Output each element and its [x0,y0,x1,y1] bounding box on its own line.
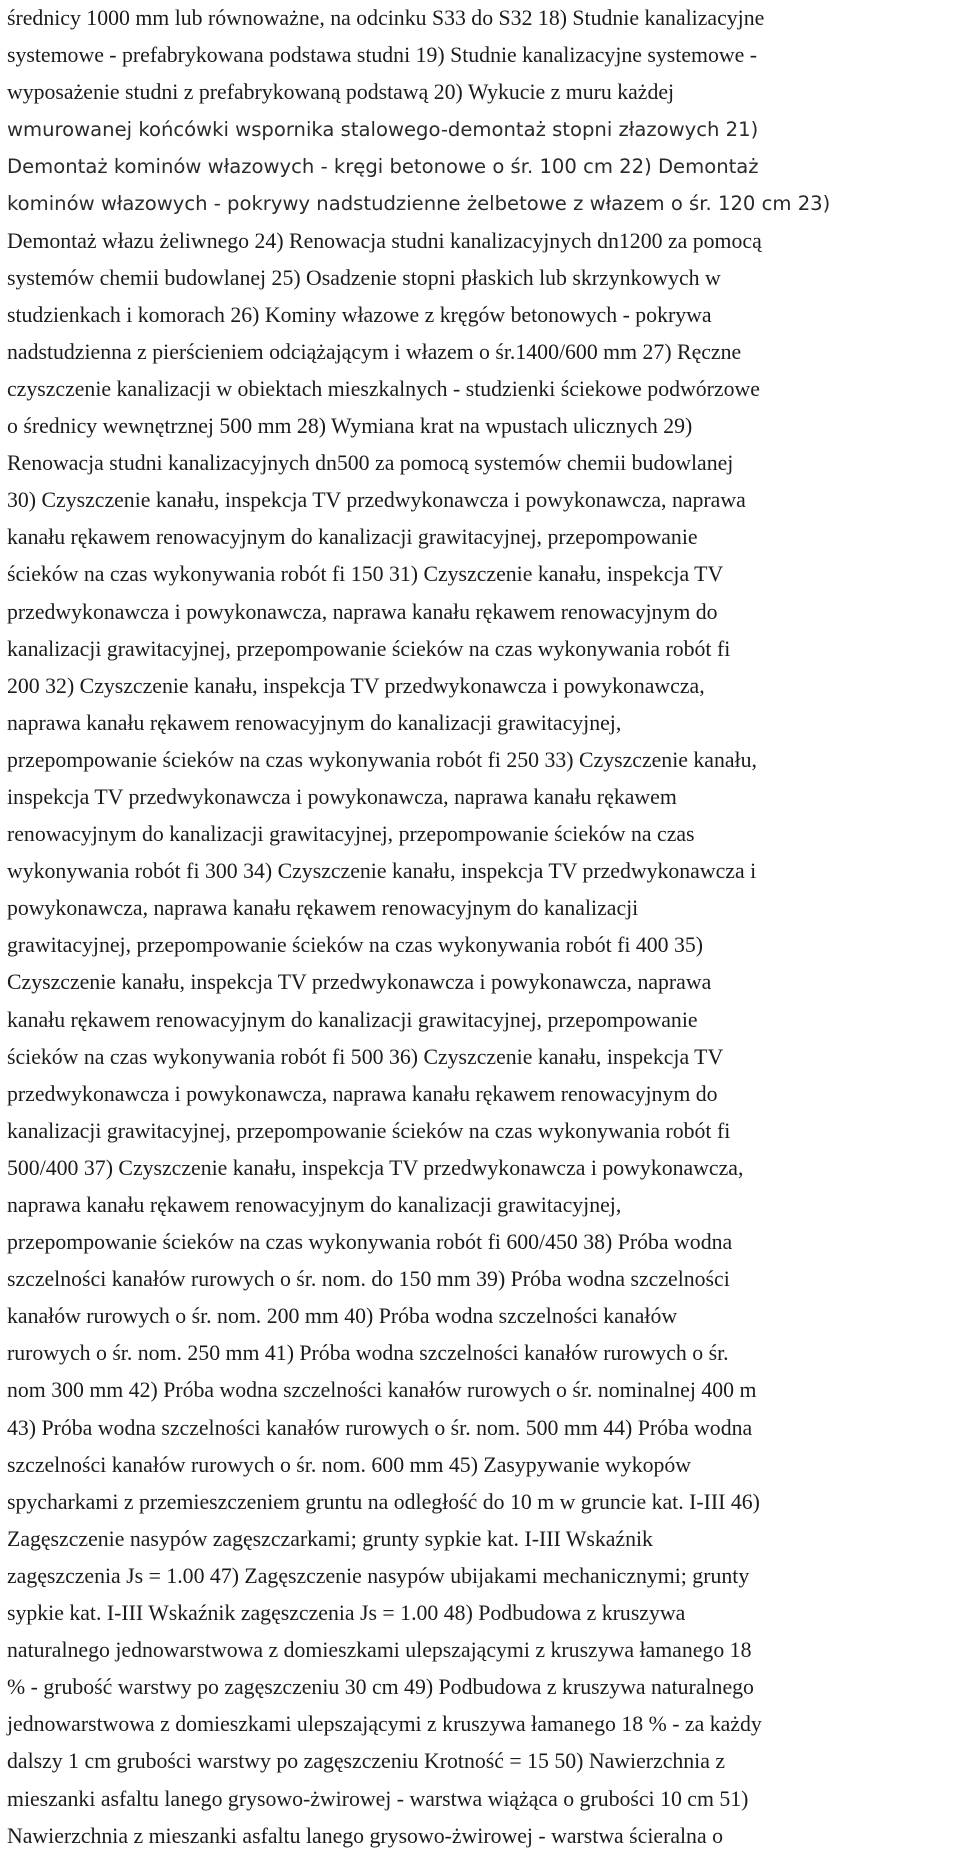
text-line: 30) Czyszczenie kanału, inspekcja TV przedwykonawcza i powykonawcza, naprawa [7,488,746,513]
text-line: sypkie kat. I-III Wskaźnik zagęszczenia Js = 1.00 48) Podbudowa z kruszywa [7,1601,686,1626]
text-line: kanału rękawem renowacyjnym do kanalizacji grawitacyjnej, przepompowanie [7,525,698,550]
text-line: % - grubość warstwy po zagęszczeniu 30 cm 49) Podbudowa z kruszywa naturalnego [7,1675,754,1700]
text-line: 43) Próba wodna szczelności kanałów rurowych o śr. nom. 500 mm 44) Próba wodna [7,1415,753,1440]
text-line: szczelności kanałów rurowych o śr. nom. do 150 mm 39) Próba wodna szczelności [7,1267,730,1292]
text-line: naprawa kanału rękawem renowacyjnym do kanalizacji grawitacyjnej, [7,1193,622,1217]
text-line: grawitacyjnej, przepompowanie ścieków na czas wykonywania robót fi 400 35) [7,933,704,958]
text-line: nadstudzienna z pierścieniem odciążającym i włazem o śr.1400/600 mm 27) Ręczne [7,339,742,364]
text-line: przepompowanie ścieków na czas wykonywania robót fi 600/450 38) Próba wodna [7,1230,733,1255]
text-line: jednowarstwowa z domieszkami ulepszającymi z kruszywa łamanego 18 % - za każdy [7,1712,762,1737]
text-line: systemowe - prefabrykowana podstawa studni 19) Studnie kanalizacyjne systemowe - [7,43,757,68]
text-line: inspekcja TV przedwykonawcza i powykonawcza, naprawa kanału rękawem [7,784,677,809]
text-line: spycharkami z przemieszczeniem gruntu na odległość do 10 m w gruncie kat. I-III 46) [7,1489,760,1514]
text-line: kanalizacji grawitacyjnej, przepompowanie ścieków na czas wykonywania robót fi [7,1118,731,1143]
text-line: kominów włazowych - pokrywy nadstudzienne żelbetowe z włazem o śr. 120 cm 23) [7,192,831,216]
text-line: mieszanki asfaltu lanego grysowo-żwirowej - warstwa wiążąca o grubości 10 cm 51) [7,1786,749,1811]
text-line: średnicy 1000 mm lub równoważne, na odcinku S33 do S32 18) Studnie kanalizacyjne [7,6,765,30]
text-line: o średnicy wewnętrznej 500 mm 28) Wymiana krat na wpustach ulicznych 29) [7,414,693,439]
text-line: renowacyjnym do kanalizacji grawitacyjnej, przepompowanie ścieków na czas [7,822,695,847]
text-line: Nawierzchnia z mieszanki asfaltu lanego grysowo-żwirowej - warstwa ścieralna o [7,1823,723,1848]
text-line: zagęszczenia Js = 1.00 47) Zagęszczenie nasypów ubijakami mechanicznymi; grunty [7,1563,750,1588]
text-line: wmurowanej końcówki wspornika stalowego-demontaż stopni złazowych 21) [7,118,759,142]
text-line: ścieków na czas wykonywania robót fi 500 36) Czyszczenie kanału, inspekcja TV [7,1044,724,1069]
text-line: czyszczenie kanalizacji w obiektach mieszkalnych - studzienki ściekowe podwórzowe [7,376,760,401]
text-line: kanalizacji grawitacyjnej, przepompowanie ścieków na czas wykonywania robót fi [7,636,731,661]
text-line: naturalnego jednowarstwowa z domieszkami ulepszającymi z kruszywa łamanego 18 [7,1638,752,1663]
text-line: wyposażenie studni z prefabrykowaną podstawą 20) Wykucie z muru każdej [7,80,675,105]
text-line: studzienkach i komorach 26) Kominy włazowe z kręgów betonowych - pokrywa [7,302,712,327]
text-line: 500/400 37) Czyszczenie kanału, inspekcja TV przedwykonawcza i powykonawcza, [7,1155,744,1180]
text-line: naprawa kanału rękawem renowacyjnym do kanalizacji grawitacyjnej, [7,710,622,735]
text-line: kanału rękawem renowacyjnym do kanalizacji grawitacyjnej, przepompowanie [7,1007,698,1032]
text-line: Renowacja studni kanalizacyjnych dn500 za pomocą systemów chemii budowlanej [7,451,734,476]
document-text-body [7,0,955,1855]
text-line: systemów chemii budowlanej 25) Osadzenie stopni płaskich lub skrzynkowych w [7,265,721,290]
text-line: przedwykonawcza i powykonawcza, naprawa kanału rękawem renowacyjnym do [7,599,718,624]
text-line: powykonawcza, naprawa kanału rękawem renowacyjnym do kanalizacji [7,896,639,921]
text-line: rurowych o śr. nom. 250 mm 41) Próba wodna szczelności kanałów rurowych o śr. [7,1341,729,1366]
text-line: ścieków na czas wykonywania robót fi 150 31) Czyszczenie kanału, inspekcja TV [7,562,724,587]
text-line: szczelności kanałów rurowych o śr. nom. 600 mm 45) Zasypywanie wykopów [7,1452,692,1477]
text-line: Czyszczenie kanału, inspekcja TV przedwykonawcza i powykonawcza, naprawa [7,970,712,995]
text-line: 200 32) Czyszczenie kanału, inspekcja TV przedwykonawcza i powykonawcza, [7,673,705,698]
text-line: przedwykonawcza i powykonawcza, naprawa kanału rękawem renowacyjnym do [7,1081,718,1106]
text-line: dalszy 1 cm grubości warstwy po zagęszczeniu Krotność = 15 50) Nawierzchnia z [7,1749,726,1774]
text-line: przepompowanie ścieków na czas wykonywania robót fi 250 33) Czyszczenie kanału, [7,747,757,772]
text-line: kanałów rurowych o śr. nom. 200 mm 40) Próba wodna szczelności kanałów [7,1304,678,1329]
text-line: nom 300 mm 42) Próba wodna szczelności kanałów rurowych o śr. nominalnej 400 m [7,1378,757,1403]
text-line: Demontaż włazu żeliwnego 24) Renowacja studni kanalizacyjnych dn1200 za pomocą [7,228,762,253]
text-line: Zagęszczenie nasypów zagęszczarkami; grunty sypkie kat. I-III Wskaźnik [7,1526,653,1551]
text-line: wykonywania robót fi 300 34) Czyszczenie kanału, inspekcja TV przedwykonawcza i [7,859,757,884]
text-line: Demontaż kominów włazowych - kręgi betonowe o śr. 100 cm 22) Demontaż [7,155,759,179]
